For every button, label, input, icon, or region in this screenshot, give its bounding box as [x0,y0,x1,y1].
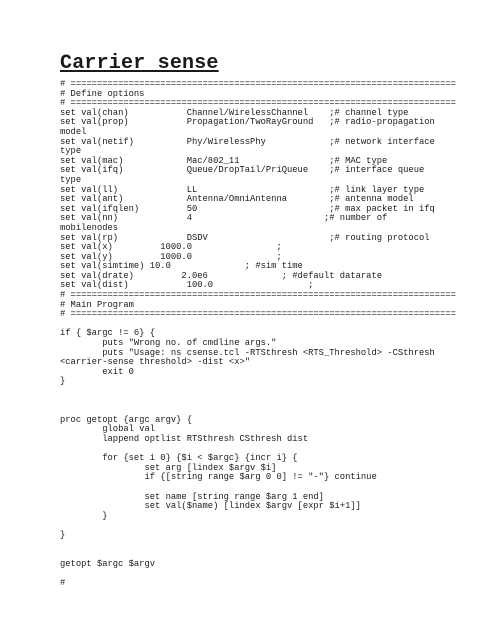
code-line: # ========================================================================= [60,309,456,320]
code-line [60,541,480,551]
code-line: set val(ant) Antenna/OmniAntenna ;# antenna model [60,194,414,205]
code-line: model [60,126,87,137]
code-line: set name [string range $arg 1 end] [60,491,324,502]
code-line: type [60,146,82,157]
code-line: set val(chan) Channel/WirelessChannel ;# channel type [60,107,409,118]
code-line [60,521,480,531]
code-line: set val(simtime) 10.0 ; #sim time [60,261,303,272]
page-title: Carrier sense [60,52,219,75]
code-line: # [60,577,66,588]
code-line: lappend optlist RTSthresh CSthresh dist [60,433,309,444]
document-page [60,52,480,588]
code-line: # Main Program [60,299,134,310]
code-line: set val(prop) Propagation/TwoRayGround ;# radio-propagation [60,117,435,128]
code-line: puts "Usage: ns csense.tcl -RTSthresh <RTS_Threshold> -CSthresh [60,347,435,358]
code-line: exit 0 [60,366,134,377]
code-line: set val(x) 1000.0 ; [60,242,282,253]
code-line: set val($name) [lindex $argv [expr $i+1]] [60,501,361,512]
code-line: # ========================================================================= [60,98,456,109]
code-line: puts "Wrong no. of cmdline args." [60,338,277,349]
code-line: set arg [lindex $argv $i] [60,462,277,473]
code-line: set val(dist) 100.0 ; [60,280,314,291]
code-line: # Define options [60,88,145,99]
code-line: set val(netif) Phy/WirelessPhy ;# network interface [60,136,435,147]
code-line: } [60,376,66,387]
code-line: getopt $argc $argv [60,558,156,569]
code-line: } [60,529,66,540]
code-line: type [60,174,82,185]
code-line: set val(rp) DSDV ;# routing protocol [60,232,430,243]
code-line: set val(y) 1000.0 ; [60,251,282,262]
code-line: set val(ifq) Queue/DropTail/PriQueue ;# interface queue [60,165,425,176]
code-line: set val(ifqlen) 50 ;# max packet in ifq [60,203,435,214]
code-line: mobilenodes [60,222,119,233]
code-line: # ========================================================================= [60,290,456,301]
code-line: for {set i 0} {$i < $argc} {incr i} { [60,453,298,464]
code-line: proc getopt {argc argv} { [60,414,192,425]
code-line: if { $argc != 6} { [60,328,156,339]
code-line [60,569,480,579]
code-line: # ========================================================================= [60,79,456,89]
code-line: set val(nn) 4 ;# number of [60,213,388,224]
code-line [60,397,480,407]
code-line [60,387,480,397]
code-line: global val [60,424,156,435]
tcl-code-block [60,80,480,588]
code-line: } [60,510,108,521]
code-line: set val(ll) LL ;# link layer type [60,184,425,195]
code-line: set val(mac) Mac/802_11 ;# MAC type [60,155,388,166]
code-line: set val(drate) 2.0e6 ; #default datarate [60,270,383,281]
code-line: if {[string range $arg 0 0] != "-"} continue [60,472,377,483]
code-line: <carrier-sense threshold> -dist <x>" [60,357,251,368]
